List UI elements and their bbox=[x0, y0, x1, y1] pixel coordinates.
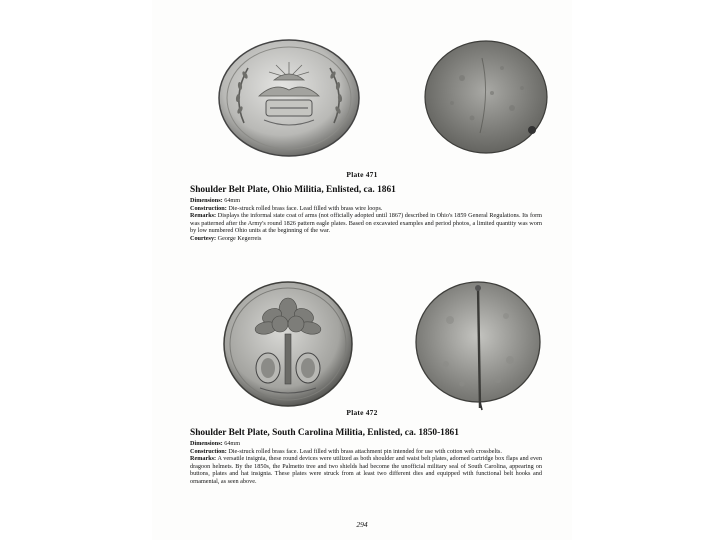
plate-471-label: Plate 471 bbox=[346, 170, 378, 179]
south-carolina-plate-back-photo bbox=[410, 280, 550, 412]
plate-472-remarks: Remarks: A versatile insignia, these round devices were utilized as both shoulder and waist belt plates, adorned cartridge box flaps and even dragoon helmets. By the 1850s, the Palmetto tree and two shields had become the unofficial military seal of South Carolina, appearing on buttons, plates and hat insignia. These plates were struck from at least two different dies and equipped with functional belt hooks and ornamental, as seen above. bbox=[190, 455, 542, 485]
plate-472-description bbox=[190, 428, 542, 486]
book-page bbox=[152, 0, 572, 540]
plate-471-courtesy: Courtesy: George Kegerreis bbox=[190, 234, 262, 242]
plate-472-dimensions: Dimensions: 64mm bbox=[190, 440, 241, 447]
ohio-plate-back-photo bbox=[422, 38, 550, 156]
plate-471-description bbox=[190, 185, 542, 243]
plate-471-dimensions: Dimensions: 64mm bbox=[190, 197, 241, 204]
plate-471-title: Shoulder Belt Plate, Ohio Militia, Enlisted, ca. 1861 bbox=[190, 185, 396, 195]
plate-472-title: Shoulder Belt Plate, South Carolina Militia, Enlisted, ca. 1850-1861 bbox=[190, 428, 459, 438]
plate-472-construction: Construction: Die-struck rolled brass face. Lead filled with brass attachment pin intended for use with cotton web crossbelts. bbox=[190, 447, 502, 455]
south-carolina-plate-front-photo bbox=[220, 280, 356, 410]
ohio-plate-front-photo bbox=[214, 38, 364, 158]
plate-471-construction: Construction: Die-struck rolled brass face. Lead filled with brass wire loops. bbox=[190, 204, 383, 212]
page-number: 294 bbox=[356, 520, 368, 529]
plate-471-remarks: Remarks: Displays the informal state coat of arms (not officially adopted until 1867) described in Ohio's 1859 General Regulations. Its form was patterned after the Army's round 1826 pattern eagle plates. Based on excavated examples and period photos, a limited quantity was worn by low numbered Ohio units at the beginning of the war. bbox=[190, 212, 542, 235]
plate-472-label: Plate 472 bbox=[346, 408, 378, 417]
